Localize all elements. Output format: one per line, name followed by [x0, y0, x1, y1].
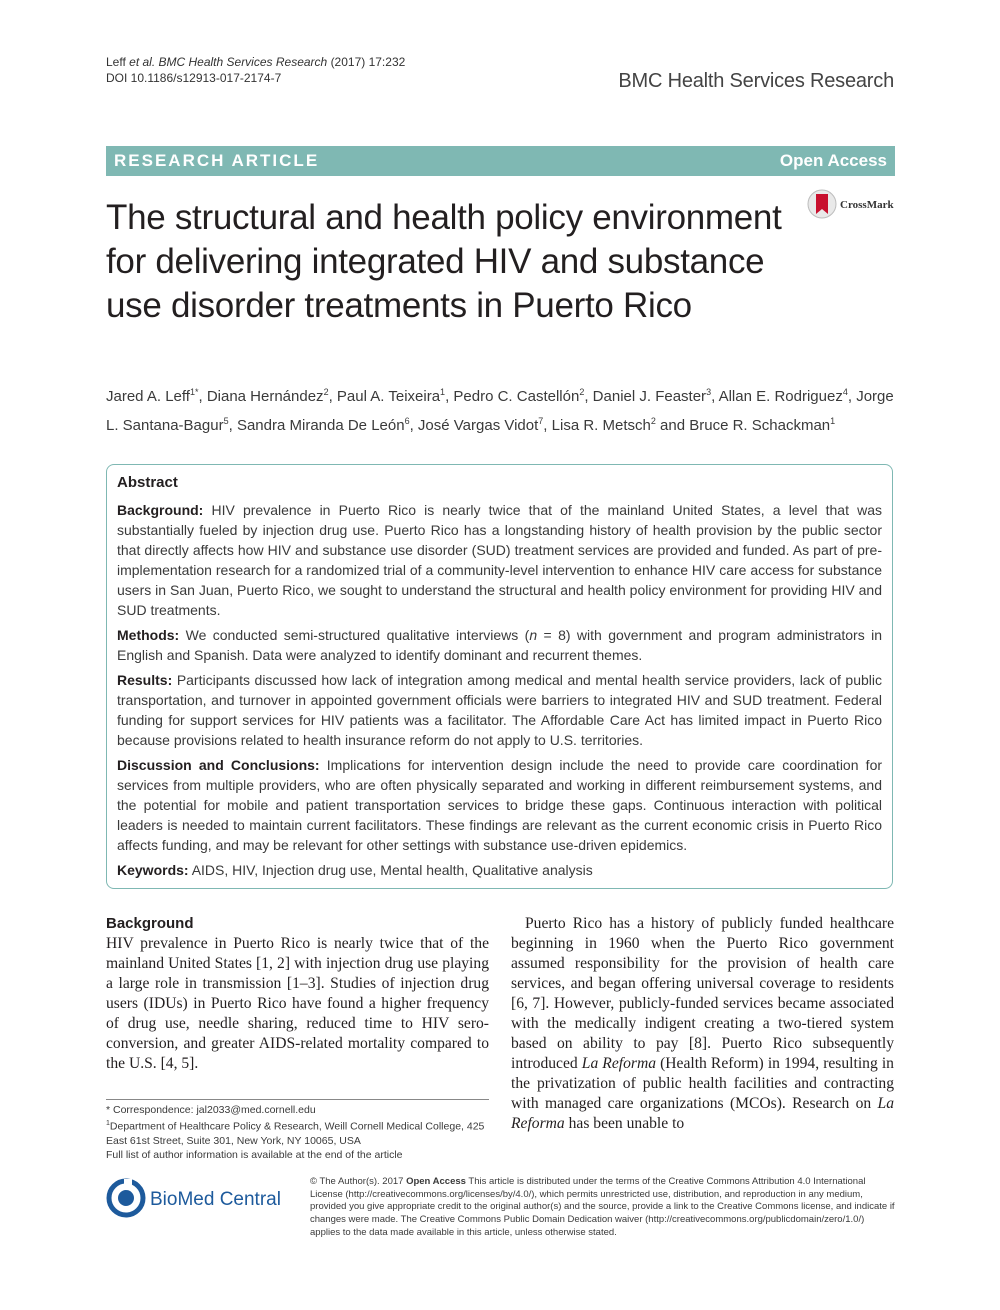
biomed-central-text: BioMed Central: [150, 1189, 281, 1210]
author-name: Sandra Miranda De León: [236, 417, 405, 434]
biomed-central-icon: [106, 1178, 296, 1218]
author-affiliation-mark: 7: [538, 416, 544, 426]
author-affiliation-mark: 4: [842, 387, 848, 397]
author-name: Bruce R. Schackman: [689, 417, 831, 434]
body-column-left: [106, 914, 489, 1074]
author-name: Daniel J. Feaster: [592, 388, 707, 405]
author-affiliation-mark: 1*: [189, 387, 199, 397]
body-paragraph: Puerto Rico has a history of publicly funded healthcare beginning in 1960 when the Puerto Rico government assumed responsibility for the provision of health care services, and began offering universal coverage to residents [6, 7]. However, publicly-funded services became associated with the medically indigent creating a two-tiered system based on ability to pay [8]. Puerto Rico subsequently introduced La Reforma (Health Reform) in 1994, resulting in the privatization of public health facilities and contracting with managed care organizations (MCOs). Research on La Reforma has been unable to: [511, 915, 894, 1132]
abstract-keywords: Keywords: AIDS, HIV, Injection drug use, Mental health, Qualitative analysis: [117, 862, 593, 878]
crossmark-badge[interactable]: [806, 184, 916, 224]
footnotes: [106, 1103, 506, 1162]
crossmark-icon: [806, 184, 916, 224]
author-affiliation-mark: 2: [579, 387, 585, 397]
author-separator: ,: [198, 388, 207, 405]
abstract-background: Background: HIV prevalence in Puerto Rico is nearly twice that of the mainland United States, a level that was substantially fueled by injection drug use. Puerto Rico has a longstanding history of health provision by the public sector that directly affects how HIV and substance use disorder (SUD) treatment services are provided and funded. As part of pre-implementation research for a randomized trial of a community-level intervention to enhance HIV care access for substance users in San Juan, Puerto Rico, we sought to understand the structural and health policy environment for providing HIV and SUD treatments.: [117, 502, 883, 618]
author-name: Diana Hernández: [206, 388, 324, 405]
author-separator: ,: [228, 417, 237, 434]
article-title: The structural and health policy environment for delivering integrated HIV and substance use disorder treatments in Puerto Rico: [106, 198, 782, 325]
author-separator: ,: [328, 388, 337, 405]
crossmark-text: CrossMark: [840, 199, 894, 211]
footnote-divider: [106, 1099, 489, 1100]
abstract-heading: Abstract: [117, 474, 178, 491]
license-statement: © The Author(s). 2017 Open Access This article is distributed under the terms of the Creative Commons Attribution 4.0 International License (http://creativecommons.org/licenses/by/4.0/), which permits unrestricted use, distribution, and reproduction in any medium, provided you give appropriate credit to the original author(s) and the source, provide a link to the Creative Commons license, and indicate if changes were made. The Creative Commons Public Domain Dedication waiver (http://creativecommons.org/publicdomain/zero/1.0/) applies to the data made available in this article, unless otherwise stated.: [310, 1176, 895, 1238]
open-access-label: Open Access: [779, 151, 887, 170]
correspondence-email[interactable]: * Correspondence: jal2033@med.cornell.edu: [106, 1104, 316, 1116]
article-type-label: RESEARCH ARTICLE: [114, 151, 320, 170]
author-affiliation-mark: 1: [830, 416, 836, 426]
author-separator: ,: [543, 417, 552, 434]
author-affiliation-mark: 3: [706, 387, 712, 397]
body-column-right: [511, 914, 894, 1134]
author-affiliation-mark: 1: [440, 387, 446, 397]
author-separator: and: [655, 417, 690, 434]
author-affiliation-mark: 2: [323, 387, 329, 397]
citation-journal: et al. BMC Health Services Research: [129, 55, 328, 69]
citation-authors: Leff: [106, 55, 130, 69]
author-separator: ,: [445, 388, 454, 405]
author-affiliation-mark: 5: [223, 416, 229, 426]
author-separator: ,: [711, 388, 719, 405]
biomed-central-logo[interactable]: [106, 1178, 296, 1218]
body-paragraph: HIV prevalence in Puerto Rico is nearly twice that of the mainland United States [1, 2] with injection drug use playing a large role in transmission [1–3]. Studies of injection drug users (IDUs) in Puerto Rico have found a higher frequency of drug use, needle sharing, reduced time to HIV sero-conversion, and greater AIDS-related mortality compared to the U.S. [4, 5].: [106, 935, 489, 1072]
citation-volume: (2017) 17:232: [330, 55, 406, 69]
affiliation: $^1$Department of Healthcare Policy & Research, Weill Cornell Medical College, 425 East 61st Street, Suite 301, New York, NY 10065, USA: [106, 1120, 485, 1147]
author-name: José Vargas Vidot: [417, 417, 539, 434]
author-name: Jared A. Leff: [106, 388, 190, 405]
author-list: [106, 380, 906, 438]
author-name: Paul A. Teixeira: [336, 388, 441, 405]
abstract-results: Results: Participants discussed how lack of integration among medical and mental health service providers, lack of public transportation, and turnover in appointed government officials were barriers to integrated HIV and SUD treatment. Federal funding for support services for HIV patients was a facilitator. The Affordable Care Act has limited impact in Puerto Rico because provisions related to health insurance reform do not apply to U.S. territories.: [117, 672, 882, 748]
author-name: Jorge L. Santana-Bagur: [106, 388, 894, 434]
abstract-methods: Methods: We conducted semi-structured qualitative interviews (n = 8) with government and program administrators in English and Spanish. Data were analyzed to identify dominant and recurrent themes.: [117, 627, 882, 663]
author-separator: ,: [409, 417, 418, 434]
author-affiliation-mark: 6: [404, 416, 410, 426]
author-name: Pedro C. Castellón: [453, 388, 580, 405]
section-heading-background: Background: [106, 915, 194, 932]
abstract-box: [106, 464, 893, 889]
doi-link[interactable]: DOI 10.1186/s12913-017-2174-7: [106, 71, 282, 85]
author-info-note: Full list of author information is available at the end of the article: [106, 1148, 403, 1161]
author-separator: ,: [584, 388, 593, 405]
abstract-discussion: Discussion and Conclusions: Implications for intervention design include the need to provide care coordination for services from multiple providers, who are often physically separated and working in different reimbursement systems, and the potential for mobile and patient transportation services to bridge these gaps. Continuous interaction with political leaders is needed to maintain current facilitators. These findings are relevant as the current economic crisis in Puerto Rico affects funding, and may be relevant for other settings with substance use-driven epidemics.: [117, 757, 883, 853]
author-name: Allan E. Rodriguez: [718, 388, 843, 405]
author-name: Lisa R. Metsch: [551, 417, 651, 434]
journal-name: BMC Health Services Research: [618, 70, 894, 92]
author-separator: ,: [847, 388, 857, 405]
citation-header: [106, 54, 405, 86]
article-type-banner: [106, 146, 895, 176]
author-affiliation-mark: 2: [650, 416, 656, 426]
